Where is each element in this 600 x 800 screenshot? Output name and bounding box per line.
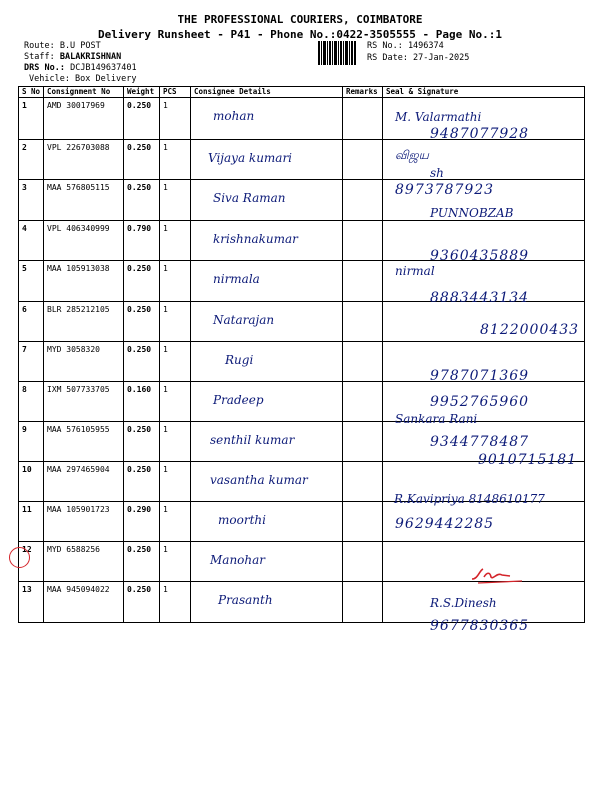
sno-cell: 2 <box>19 140 44 180</box>
signature-handwriting: 9787071369 <box>430 368 530 384</box>
remarks-cell <box>343 502 383 542</box>
runsheet-table <box>18 86 585 623</box>
sno-cell: 12 <box>19 542 44 582</box>
weight-cell: 0.790 <box>124 221 160 261</box>
consignee-handwriting: Manohar <box>210 553 266 567</box>
signature-handwriting: R.Kavipriya 8148610177 <box>394 492 545 506</box>
staff-label: Staff: <box>24 52 55 62</box>
runsheet-subtitle: Delivery Runsheet - P41 - Phone No.:0422-3505555 - Page No.:1 <box>98 28 502 41</box>
pcs-cell: 1 <box>160 582 191 623</box>
consignee-handwriting: Pradeep <box>213 393 264 407</box>
sno-cell: 7 <box>19 342 44 382</box>
weight-cell: 0.250 <box>124 542 160 582</box>
table-header-row <box>19 87 585 98</box>
sno-cell: 11 <box>19 502 44 542</box>
signature-handwriting: R.S.Dinesh <box>430 596 497 610</box>
consignee-handwriting: Natarajan <box>213 313 275 327</box>
red-tick-mark <box>470 566 526 584</box>
consignment-cell: MYD 3058320 <box>44 342 124 382</box>
sno-cell: 4 <box>19 221 44 261</box>
remarks-cell <box>343 422 383 462</box>
consignee-handwriting: moorthi <box>218 513 266 527</box>
weight-cell: 0.250 <box>124 180 160 221</box>
red-circle-mark <box>9 547 30 568</box>
signature-handwriting: 9952765960 <box>430 394 530 410</box>
consignment-cell: MAA 945094022 <box>44 582 124 623</box>
consignee-handwriting: mohan <box>213 109 255 123</box>
signature-handwriting: 9677830365 <box>430 618 530 634</box>
weight-cell: 0.250 <box>124 98 160 140</box>
weight-cell: 0.250 <box>124 462 160 502</box>
weight-cell: 0.250 <box>124 342 160 382</box>
pcs-cell: 1 <box>160 462 191 502</box>
remarks-cell <box>343 221 383 261</box>
staff-line <box>24 52 121 63</box>
sno-cell: 1 <box>19 98 44 140</box>
weight-cell: 0.250 <box>124 261 160 302</box>
pcs-cell: 1 <box>160 302 191 342</box>
consignee-handwriting: Prasanth <box>218 593 273 607</box>
col-header-consignment: Consignment No <box>44 87 124 98</box>
pcs-cell: 1 <box>160 180 191 221</box>
remarks-cell <box>343 582 383 623</box>
weight-cell: 0.290 <box>124 502 160 542</box>
pcs-cell: 1 <box>160 342 191 382</box>
consignment-cell: AMD 30017969 <box>44 98 124 140</box>
signature-handwriting: 8122000433 <box>480 322 580 338</box>
drs-number: DCJB149637401 <box>70 63 137 73</box>
sno-cell: 5 <box>19 261 44 302</box>
col-header-weight: Weight <box>124 87 160 98</box>
col-header-signature: Seal & Signature <box>383 87 585 98</box>
consignment-cell: MAA 576105955 <box>44 422 124 462</box>
consignment-cell: MYD 6588256 <box>44 542 124 582</box>
weight-cell: 0.250 <box>124 140 160 180</box>
consignee-handwriting: senthil kumar <box>210 433 295 447</box>
route-label: Route: B.U POST <box>24 41 101 51</box>
vehicle-label: Vehicle: Box Delivery <box>29 74 137 84</box>
remarks-cell <box>343 261 383 302</box>
consignee-handwriting: Vijaya kumari <box>208 151 293 165</box>
consignee-cell <box>191 502 343 542</box>
col-header-remarks: Remarks <box>343 87 383 98</box>
signature-handwriting: 9344778487 <box>430 434 530 450</box>
drs-label: DRS No.: <box>24 63 65 73</box>
signature-handwriting: 9629442285 <box>395 516 495 532</box>
barcode <box>318 41 356 65</box>
consignment-cell: VPL 406340999 <box>44 221 124 261</box>
consignee-handwriting: vasantha kumar <box>210 473 308 487</box>
remarks-cell <box>343 462 383 502</box>
consignment-cell: MAA 105901723 <box>44 502 124 542</box>
weight-cell: 0.250 <box>124 302 160 342</box>
consignee-handwriting: Rugi <box>225 353 254 367</box>
remarks-cell <box>343 302 383 342</box>
signature-handwriting: 9487077928 <box>430 126 530 142</box>
consignment-cell: MAA 297465904 <box>44 462 124 502</box>
consignment-cell: IXM 507733705 <box>44 382 124 422</box>
consignment-cell: MAA 105913038 <box>44 261 124 302</box>
remarks-cell <box>343 382 383 422</box>
signature-handwriting: PUNNOBZAB <box>430 206 514 220</box>
document-title: THE PROFESSIONAL COURIERS, COIMBATORE <box>177 13 423 26</box>
signature-handwriting: 9360435889 <box>430 248 530 264</box>
table-row <box>19 582 585 623</box>
consignment-cell: MAA 576805115 <box>44 180 124 221</box>
sno-cell: 6 <box>19 302 44 342</box>
table-row <box>19 140 585 180</box>
signature-handwriting: sh <box>430 166 444 180</box>
signature-handwriting: 9010715181 <box>478 452 578 468</box>
col-header-pcs: PCS <box>160 87 191 98</box>
pcs-cell: 1 <box>160 502 191 542</box>
pcs-cell: 1 <box>160 140 191 180</box>
signature-handwriting: 8973787923 <box>395 182 495 198</box>
pcs-cell: 1 <box>160 261 191 302</box>
signature-handwriting: விஜய <box>395 148 429 162</box>
remarks-cell <box>343 140 383 180</box>
pcs-cell: 1 <box>160 542 191 582</box>
sno-cell: 8 <box>19 382 44 422</box>
remarks-cell <box>343 180 383 221</box>
remarks-cell <box>343 542 383 582</box>
pcs-cell: 1 <box>160 422 191 462</box>
consignee-handwriting: Siva Raman <box>213 191 286 205</box>
sno-cell: 3 <box>19 180 44 221</box>
sno-cell: 13 <box>19 582 44 623</box>
rs-number: RS No.: 1496374 <box>367 41 444 51</box>
remarks-cell <box>343 98 383 140</box>
consignee-handwriting: nirmala <box>213 272 260 286</box>
remarks-cell <box>343 342 383 382</box>
col-header-consignee: Consignee Details <box>191 87 343 98</box>
pcs-cell: 1 <box>160 221 191 261</box>
pcs-cell: 1 <box>160 98 191 140</box>
rs-date: RS Date: 27-Jan-2025 <box>367 53 470 63</box>
consignment-cell: BLR 285212105 <box>44 302 124 342</box>
col-header-sno: S No <box>19 87 44 98</box>
staff-name: BALAKRISHNAN <box>59 52 122 62</box>
pcs-cell: 1 <box>160 382 191 422</box>
weight-cell: 0.160 <box>124 382 160 422</box>
drs-line <box>24 63 137 74</box>
signature-handwriting: 8883443134 <box>430 290 530 306</box>
consignee-cell <box>191 342 343 382</box>
signature-handwriting: M. Valarmathi <box>395 110 482 124</box>
signature-handwriting: Sankara Rani <box>395 412 478 426</box>
weight-cell: 0.250 <box>124 582 160 623</box>
signature-handwriting: nirmal <box>395 264 435 278</box>
consignment-cell: VPL 226703088 <box>44 140 124 180</box>
sno-cell: 10 <box>19 462 44 502</box>
table-row <box>19 502 585 542</box>
sno-cell: 9 <box>19 422 44 462</box>
weight-cell: 0.250 <box>124 422 160 462</box>
consignee-handwriting: krishnakumar <box>213 232 298 246</box>
